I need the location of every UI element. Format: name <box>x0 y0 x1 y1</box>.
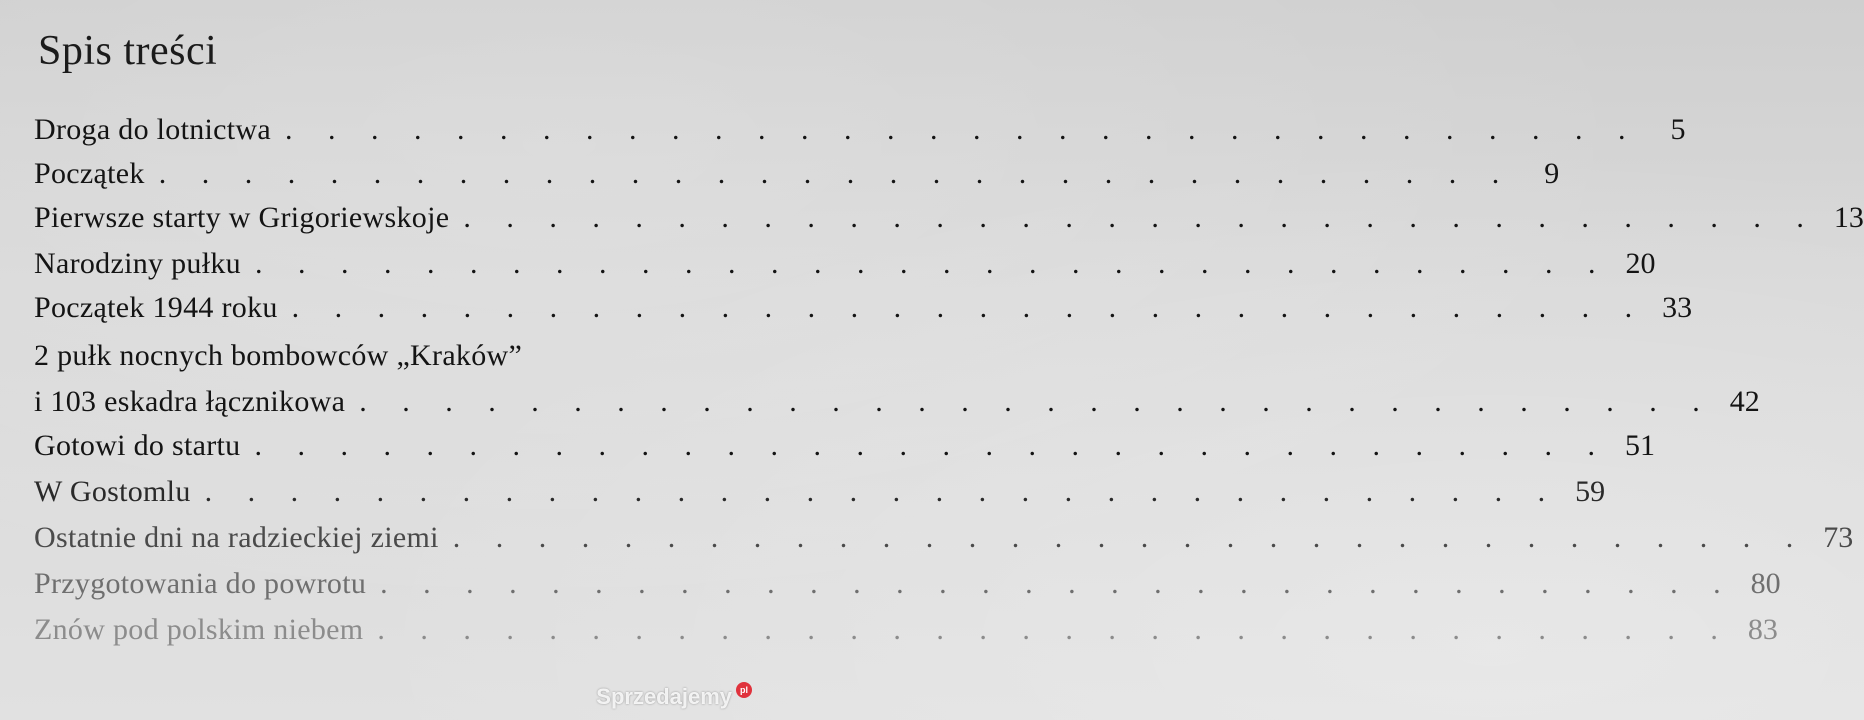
toc-entry-page: 42 <box>1729 385 1760 418</box>
toc-entry <box>34 152 1560 196</box>
toc-entry-page: 20 <box>1625 247 1656 280</box>
toc-entry <box>34 424 1655 468</box>
toc-entry-title: 2 pułk nocnych bombowców „Kraków” <box>34 339 523 372</box>
toc-entry-title: Gotowi do startu <box>34 429 241 462</box>
toc-entry-page: 83 <box>1747 613 1778 646</box>
toc-entry <box>34 608 1778 652</box>
toc-leader-dots: . . . . . . . . . . . . . . . . . . . . . . . . . . . . . . . . <box>359 385 1714 418</box>
watermark-logo <box>596 684 752 710</box>
toc-entry-page: 59 <box>1575 475 1606 508</box>
toc-entry-title: Pierwsze starty w Grigoriewskoje <box>34 201 450 234</box>
toc-entry <box>34 470 1606 514</box>
toc-leader-dots: . . . . . . . . . . . . . . . . . . . . . . . . . . . . . . . . <box>158 157 1514 190</box>
toc-entry-page: 13 <box>1833 201 1864 234</box>
toc-leader-dots: . . . . . . . . . . . . . . . . . . . . . . . . . . . . . . . . <box>254 247 1610 280</box>
toc-entry <box>34 380 1760 424</box>
toc-leader-dots: . . . . . . . . . . . . . . . . . . . . . . . . . . . . . . . . <box>291 291 1647 324</box>
page-title: Spis treści <box>38 28 218 74</box>
toc-entry <box>34 286 1693 330</box>
toc-entry <box>34 108 1686 152</box>
toc-entry-title: W Gostomlu <box>34 475 191 508</box>
watermark-badge: pl <box>736 682 752 698</box>
toc-leader-dots: . . . . . . . . . . . . . . . . . . . . . . . . . . . . . . . . <box>254 429 1609 462</box>
watermark-text: Sprzedajemy <box>596 684 732 709</box>
toc-leader-dots: . . . . . . . . . . . . . . . . . . . . . . . . . . . . . . . . <box>452 521 1808 554</box>
toc-entry <box>34 562 1781 606</box>
toc-entry-page: 9 <box>1544 157 1560 190</box>
toc-entry-title: i 103 eskadra łącznikowa <box>34 385 346 418</box>
toc-entry-title: Narodziny pułku <box>34 247 241 280</box>
toc-entry-title: Początek <box>34 157 145 190</box>
toc-leader-dots: . . . . . . . . . . . . . . . . . . . . . . . . . . . . . . . . <box>463 201 1818 234</box>
toc-entry-page: 51 <box>1624 429 1655 462</box>
toc-entry <box>34 242 1656 286</box>
toc-leader-dots: . . . . . . . . . . . . . . . . . . . . . . . . . . . . . . . . <box>204 475 1560 508</box>
toc-leader-dots: . . . . . . . . . . . . . . . . . . . . . . . . . . . . . . . . <box>380 567 1735 600</box>
toc-entry-title: Ostatnie dni na radzieckiej ziemi <box>34 521 439 554</box>
toc-entry <box>34 196 1864 240</box>
toc-entry-page: 73 <box>1823 521 1854 554</box>
toc-entry-page: 80 <box>1750 567 1781 600</box>
toc-entry <box>34 516 1854 560</box>
toc-entry-title: Znów pod polskim niebem <box>34 613 364 646</box>
toc-leader-dots: . . . . . . . . . . . . . . . . . . . . . . . . . . . . . . . . <box>285 113 1640 146</box>
toc-entry-title: Początek 1944 roku <box>34 291 278 324</box>
toc-leader-dots: . . . . . . . . . . . . . . . . . . . . . . . . . . . . . . . . <box>377 613 1732 646</box>
toc-entry <box>34 334 720 378</box>
toc-entry-page: 5 <box>1670 113 1686 146</box>
toc-entry-title: Droga do lotnictwa <box>34 113 272 146</box>
toc-entry-page: 33 <box>1662 291 1693 324</box>
toc-entry-title: Przygotowania do powrotu <box>34 567 367 600</box>
